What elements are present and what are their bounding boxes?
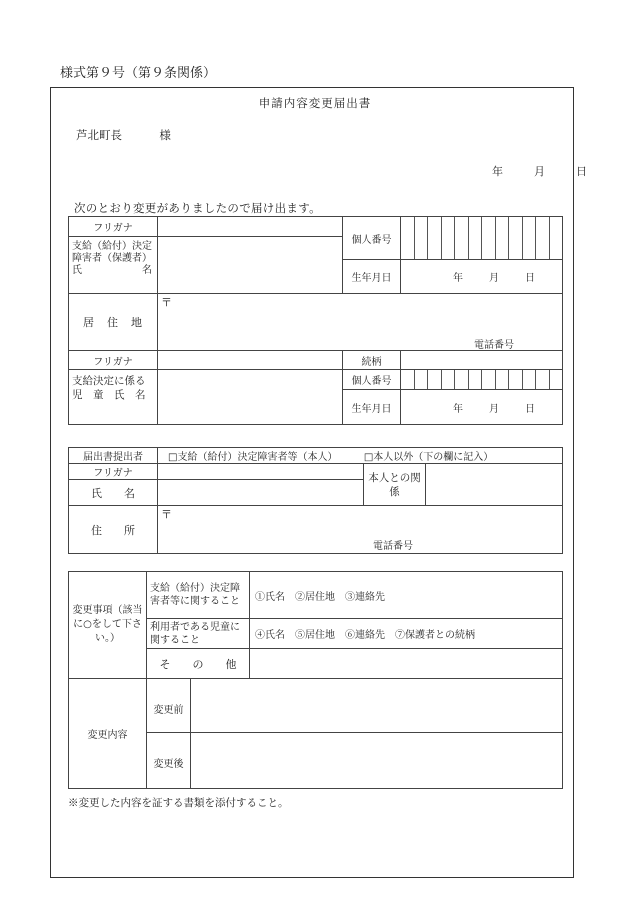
postal-mark: 〒 bbox=[161, 296, 172, 309]
submitter-furigana-field[interactable] bbox=[158, 464, 364, 480]
residence-field[interactable] bbox=[158, 294, 563, 351]
change-content-label: 変更内容 bbox=[69, 679, 147, 789]
row1-options[interactable]: ①氏名 ②居住地 ③連絡先 bbox=[250, 572, 563, 619]
subject-label: 支給（給付）決定障害者（保護者） bbox=[72, 241, 152, 264]
date-day: 日 bbox=[576, 165, 587, 178]
option-other-checkbox[interactable]: □本人以外（下の欄に記入） bbox=[363, 452, 494, 463]
birth-month: 月 bbox=[489, 273, 499, 284]
submitter-address-field[interactable] bbox=[158, 506, 563, 554]
subject-label-cell bbox=[69, 237, 158, 294]
kojin-bango-field[interactable] bbox=[401, 217, 563, 260]
row3-field[interactable] bbox=[250, 649, 563, 679]
after-label: 変更後 bbox=[147, 733, 191, 789]
row2-label: 利用者である児童に関すること bbox=[147, 619, 250, 649]
birthdate-field-2[interactable] bbox=[401, 390, 563, 425]
subject-name-field[interactable] bbox=[158, 237, 343, 294]
furigana-label: フリガナ bbox=[69, 217, 158, 237]
submitter-label: 届出書提出者 bbox=[69, 448, 158, 464]
birthdate-field[interactable] bbox=[401, 260, 563, 294]
birthdate-label: 生年月日 bbox=[343, 260, 401, 294]
submitter-address-label: 住 所 bbox=[69, 506, 158, 554]
row3-label: そ の 他 bbox=[147, 649, 250, 679]
kojin-bango-label-2: 個人番号 bbox=[343, 370, 401, 390]
recipient-name: 芦北町長 bbox=[76, 128, 122, 142]
submitter-phone-label: 電話番号 bbox=[373, 541, 413, 552]
relation-label: 本人との関係 bbox=[364, 464, 426, 506]
birthdate-label-2: 生年月日 bbox=[343, 390, 401, 425]
submitter-postal-mark: 〒 bbox=[161, 508, 172, 521]
row2-options[interactable]: ④氏名 ⑤居住地 ⑥連絡先 ⑦保護者との続柄 bbox=[250, 619, 563, 649]
lead-text: 次のとおり変更がありましたので届け出ます。 bbox=[74, 201, 321, 215]
submitter-table bbox=[68, 447, 563, 554]
kojin-bango-field-2[interactable] bbox=[401, 370, 563, 390]
recipient bbox=[76, 127, 171, 143]
before-field[interactable] bbox=[191, 679, 563, 733]
phone-label: 電話番号 bbox=[474, 340, 514, 351]
name-label-1: 氏 bbox=[72, 265, 82, 276]
form-reference: 様式第９号（第９条関係） bbox=[60, 66, 217, 81]
date-month: 月 bbox=[534, 165, 545, 178]
child-furigana-field[interactable] bbox=[158, 351, 343, 370]
submitter-name-field[interactable] bbox=[158, 480, 364, 506]
option-self-checkbox[interactable]: □支給（給付）決定障害者等（本人） bbox=[168, 452, 338, 463]
change-items-label: 変更事項（該当に○をして下さい。） bbox=[69, 572, 147, 679]
submitter-furigana-label: フリガナ bbox=[69, 464, 158, 480]
birth-month-2: 月 bbox=[489, 403, 499, 415]
date-year: 年 bbox=[492, 165, 503, 178]
submitter-options bbox=[158, 448, 563, 464]
form-title: 申請内容変更届出書 bbox=[258, 96, 372, 110]
birth-year-2: 年 bbox=[453, 403, 463, 415]
birth-day: 日 bbox=[525, 273, 535, 284]
after-field[interactable] bbox=[191, 733, 563, 789]
name-label-2: 名 bbox=[142, 265, 152, 276]
row1-label: 支給（給付）決定障害者等に関すること bbox=[147, 572, 250, 619]
submitter-name-label: 氏 名 bbox=[69, 480, 158, 506]
birth-day-2: 日 bbox=[525, 403, 535, 415]
recipient-honorific: 様 bbox=[159, 128, 171, 142]
before-label: 変更前 bbox=[147, 679, 191, 733]
child-name-label: 支給決定に係る児 童 氏 名 bbox=[69, 370, 158, 425]
submission-date[interactable] bbox=[492, 163, 587, 179]
applicant-table bbox=[68, 216, 563, 425]
child-name-field[interactable] bbox=[158, 370, 343, 425]
kojin-bango-label: 個人番号 bbox=[343, 217, 401, 260]
change-table bbox=[68, 571, 563, 789]
attachment-note: ※変更した内容を証する書類を添付すること。 bbox=[68, 797, 289, 809]
residence-label: 居 住 地 bbox=[69, 294, 158, 351]
furigana-field[interactable] bbox=[158, 217, 343, 237]
birth-year: 年 bbox=[453, 273, 463, 284]
relation-field[interactable] bbox=[426, 464, 563, 506]
relationship-field[interactable] bbox=[401, 351, 563, 370]
child-furigana-label: フリガナ bbox=[69, 351, 158, 370]
relationship-label: 続柄 bbox=[343, 351, 401, 370]
